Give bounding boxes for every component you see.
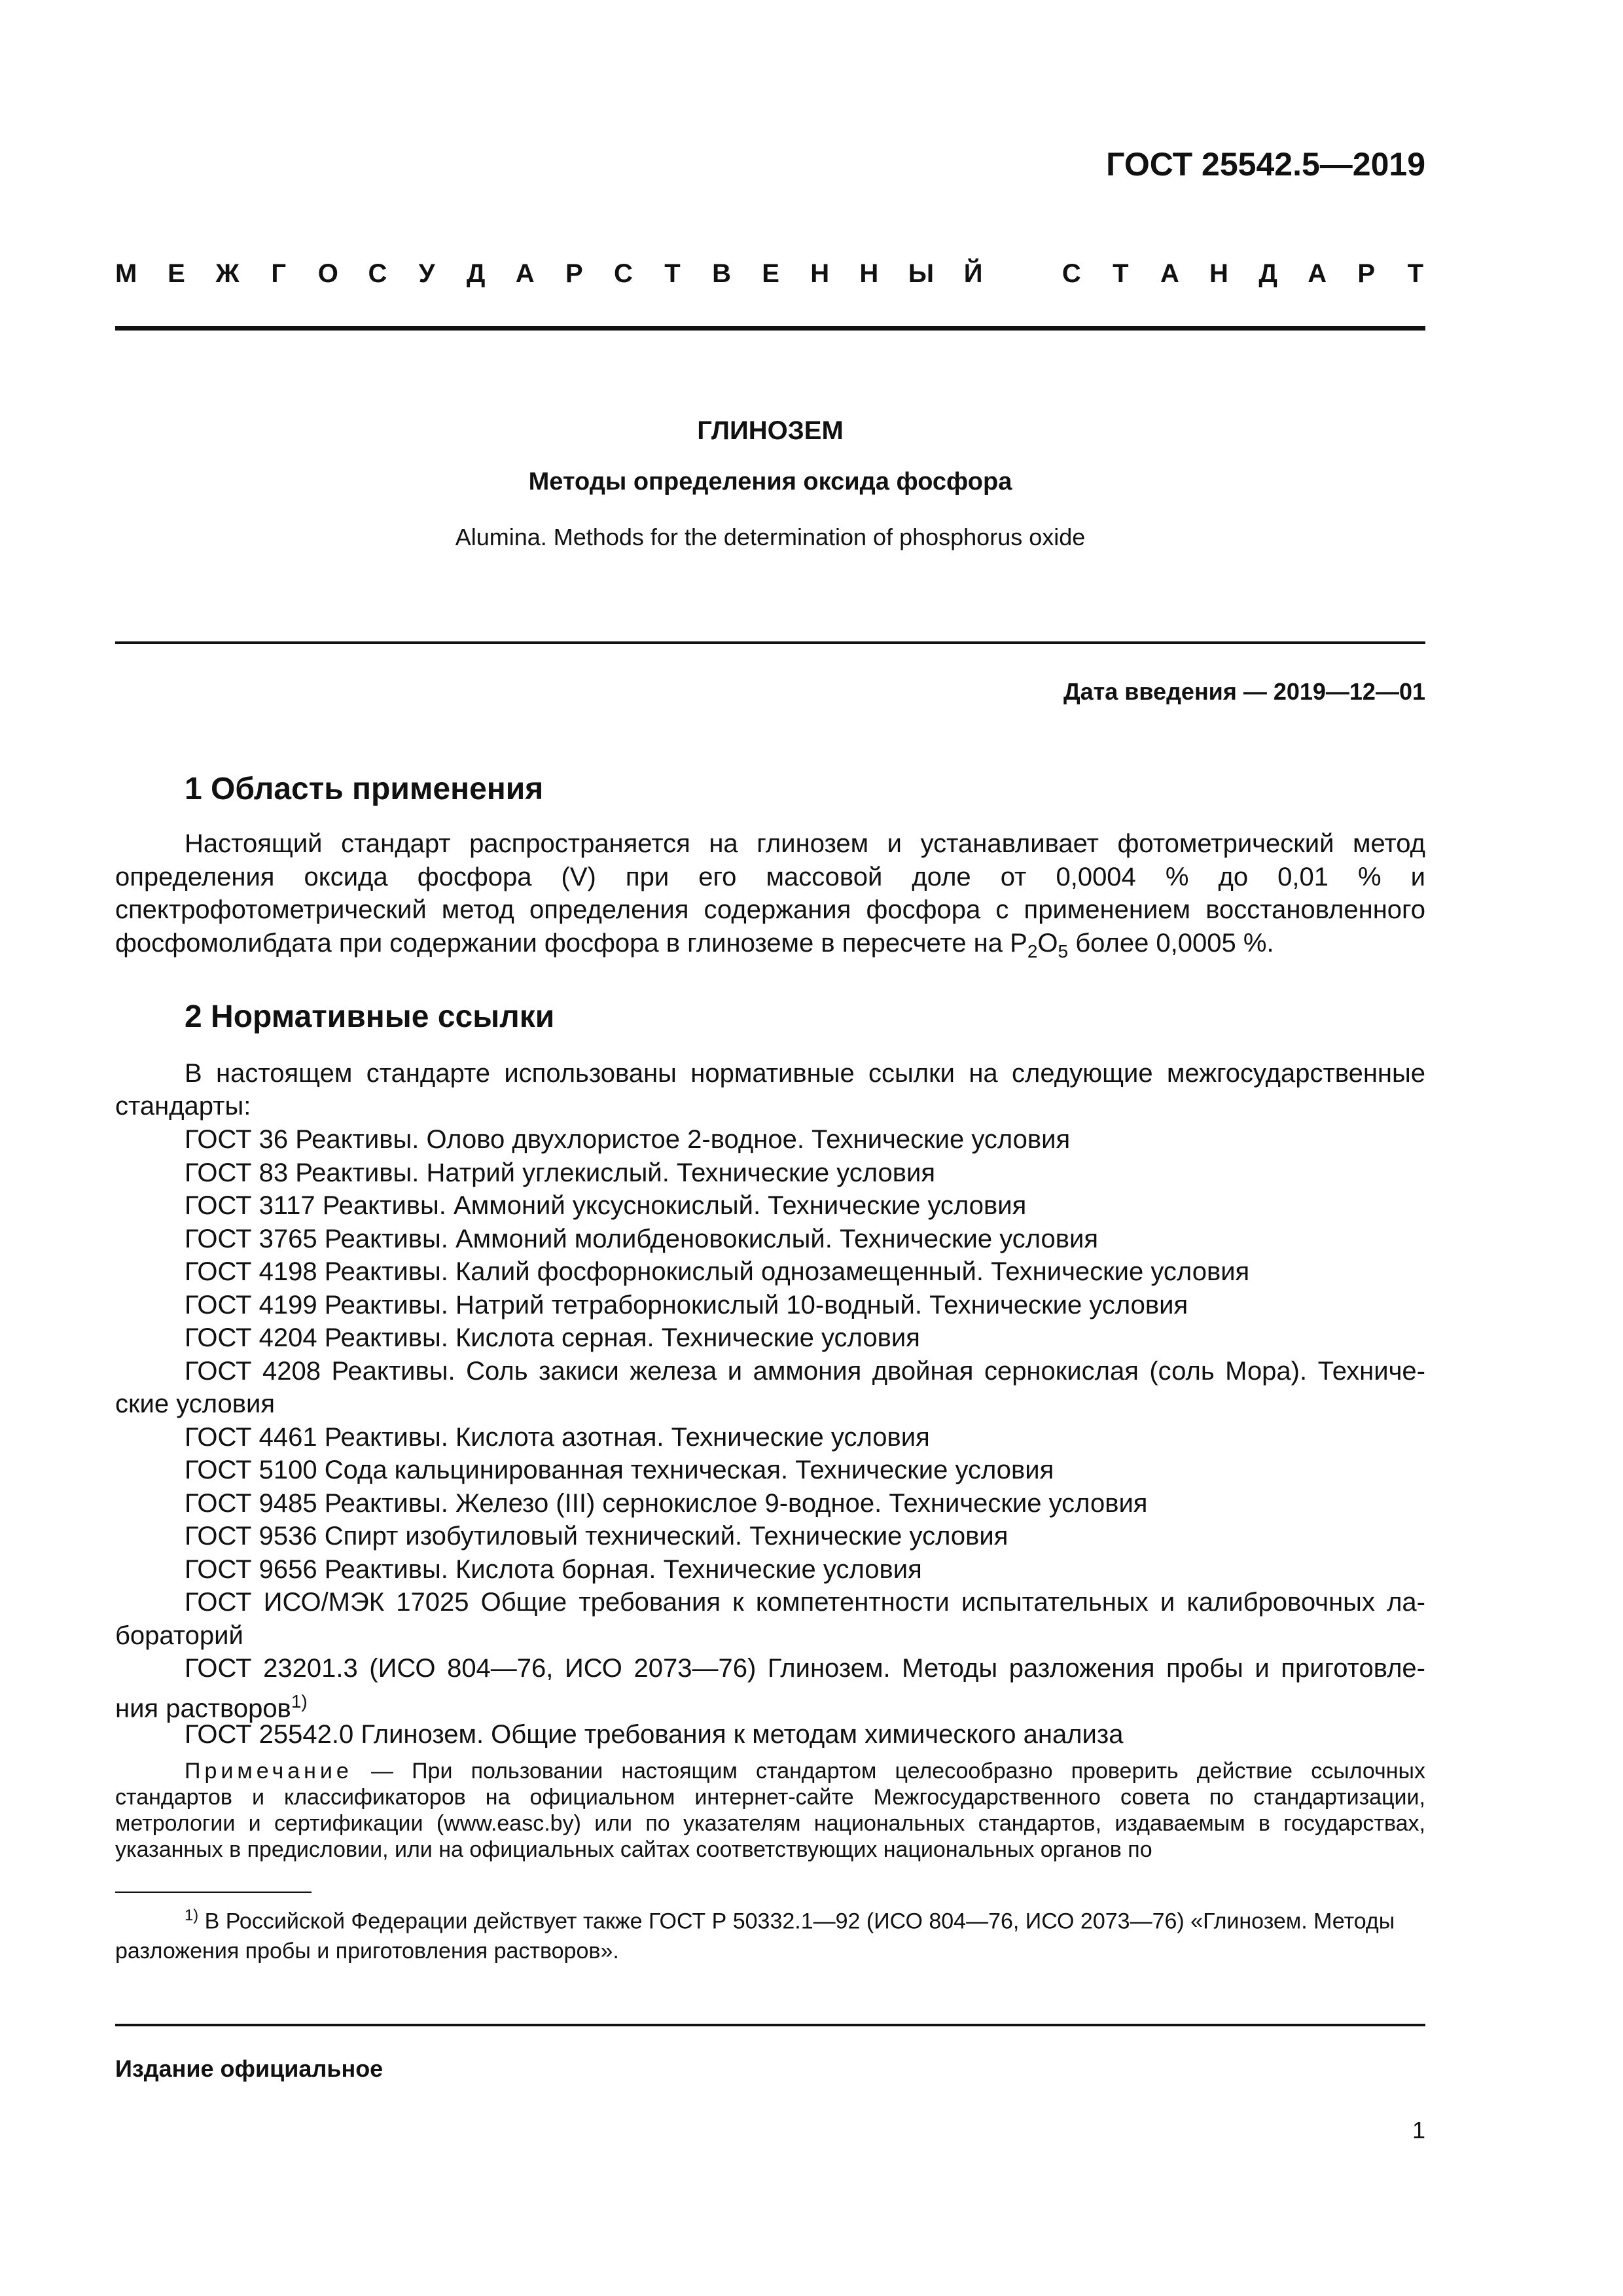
standard-type-letter: Ж	[215, 259, 240, 288]
standard-type-letter: С	[368, 259, 387, 288]
sub-2: 2	[1027, 941, 1038, 961]
doc-number: ГОСТ 25542.5—2019	[1106, 146, 1425, 183]
footnote-separator	[115, 1892, 312, 1893]
reference-line: ГОСТ 4208 Реактивы. Соль закиси железа и аммония двойная сернокислая (соль Мора). Техниче-	[185, 1356, 1425, 1386]
reference-line: ГОСТ 9656 Реактивы. Кислота борная. Технические условия	[185, 1554, 922, 1584]
standard-type-letter: Ы	[908, 259, 935, 288]
standard-type-letter: Н	[859, 259, 879, 288]
standard-type-letter: У	[418, 259, 435, 288]
standard-type-letter: Д	[466, 259, 486, 288]
standard-type-letter: Й	[963, 259, 983, 288]
reference-line: ские условия	[115, 1390, 276, 1418]
reference-line: ГОСТ 5100 Сода кальцинированная техническая. Технические условия	[185, 1456, 1054, 1484]
standard-type-letter: Н	[1209, 259, 1228, 288]
standard-type-letter: М	[115, 259, 137, 288]
footnote	[115, 1901, 1425, 1966]
footnote-text: В Российской Федерации действует также ГОСТ Р 50332.1—92 (ИСО 804—76, ИСО 2073—76) «Глинозем. Методы разложения пробы и приготовления растворов».	[115, 1909, 1395, 1964]
reference-line: ГОСТ 4198 Реактивы. Калий фосфорнокислый однозамещенный. Технические условия	[185, 1257, 1250, 1286]
standard-type-letter: Г	[271, 259, 287, 288]
section-1-heading: 1 Область применения	[185, 772, 544, 806]
standard-type-letter: В	[712, 259, 731, 288]
section-2-intro-line-1: В настоящем стандарте использованы нормативные ссылки на следующие межгосударственные	[185, 1059, 1425, 1088]
standard-type-letter: О	[317, 259, 338, 288]
standard-type-letter: Т	[1113, 259, 1129, 288]
reference-line: бораторий	[115, 1621, 243, 1650]
header-rule	[115, 326, 1425, 331]
note	[115, 1758, 1425, 1863]
standard-type	[115, 259, 1425, 289]
reference-line: ГОСТ 4199 Реактивы. Натрий тетраборнокислый 10-водный. Технические условия	[185, 1290, 1188, 1319]
standard-type-letter: С	[1061, 259, 1081, 288]
reference-line: ГОСТ 4204 Реактивы. Кислота серная. Технические условия	[185, 1323, 920, 1352]
title-sub: Методы определения оксида фосфора	[528, 468, 1012, 495]
standard-type-letter: Р	[1357, 259, 1376, 288]
standard-type-letter: А	[1160, 259, 1179, 288]
title-rule	[115, 641, 1425, 644]
page-number: 1	[1412, 2117, 1425, 2144]
section-2-heading: 2 Нормативные ссылки	[185, 999, 555, 1034]
standard-type-letter: С	[613, 259, 633, 288]
section-1-text-end: более 0,0005 %.	[1068, 928, 1274, 958]
reference-line: ГОСТ 23201.3 (ИСО 804—76, ИСО 2073—76) Глинозем. Методы разложения пробы и приготовле-	[185, 1654, 1425, 1683]
footnote-ref: 1)	[291, 1691, 308, 1712]
formula-o: O	[1037, 928, 1058, 958]
reference-line: ГОСТ ИСО/МЭК 17025 Общие требования к компетентности испытательных и калибровочных ла-	[185, 1588, 1425, 1617]
footnote-mark: 1)	[185, 1907, 199, 1924]
standard-type-letter: Н	[810, 259, 830, 288]
title-english: Alumina. Methods for the determination of phosphorus oxide	[455, 524, 1086, 550]
standard-type-letter: Т	[664, 259, 681, 288]
edition-label: Издание официальное	[115, 2055, 383, 2082]
footer-rule	[115, 2024, 1425, 2026]
section-2-intro-line-2: стандарты:	[115, 1092, 251, 1121]
section-1-paragraph	[115, 827, 1425, 968]
title-main: ГЛИНОЗЕМ	[697, 416, 844, 445]
standard-type-letter: Е	[168, 259, 185, 288]
standard-type-letter	[1012, 259, 1032, 289]
section-1-text: Настоящий стандарт распространяется на глинозем и устанавливает фотометрический метод определения оксида фосфора (V) при его массовой доле от 0,0004 % до 0,01 % и спектрофотометрический метод определения содержания фосфора с применением восстановленного фосфомолибдата при содержании фосфора в глиноземе в пересчете на P	[115, 829, 1425, 958]
standard-type-letter: Д	[1258, 259, 1277, 288]
standard-type-letter: А	[1308, 259, 1327, 288]
reference-line: ГОСТ 9485 Реактивы. Железо (III) сернокислое 9-водное. Технические условия	[185, 1488, 1148, 1518]
reference-line: ГОСТ 25542.0 Глинозем. Общие требования к методам химического анализа	[185, 1720, 1124, 1749]
reference-line: ГОСТ 9536 Спирт изобутиловый технический. Технические условия	[185, 1522, 1008, 1551]
reference-line: ГОСТ 83 Реактивы. Натрий углекислый. Технические условия	[185, 1158, 936, 1187]
standard-type-letter: Е	[762, 259, 779, 288]
reference-line: ГОСТ 4461 Реактивы. Кислота азотная. Технические условия	[185, 1422, 930, 1452]
reference-line: ния растворов$^{1)}$	[115, 1691, 308, 1723]
standard-type-letter: А	[515, 259, 535, 288]
reference-line: ГОСТ 36 Реактивы. Олово двухлористое 2-водное. Технические условия	[185, 1125, 1071, 1154]
note-label: Примечание	[185, 1759, 353, 1784]
sub-5: 5	[1058, 941, 1069, 961]
reference-line: ГОСТ 3765 Реактивы. Аммоний молибденовокислый. Технические условия	[185, 1224, 1099, 1253]
standard-type-letter: Т	[1407, 259, 1424, 288]
intro-date: Дата введения — 2019—12—01	[1063, 678, 1425, 705]
note-text: — При пользовании настоящим стандартом целесообразно проверить действие ссылочных стандартов и классификаторов на официальном интернет-сайте Межгосударственного совета по стандартизации, метрологии и сертификации (www.easc.by) или по указателям национальных стандартов, издаваемым в государствах, указанных в предисловии, или на официальных сайтах соответствующих национальных органов по	[115, 1759, 1425, 1862]
standard-type-letter: Р	[565, 259, 583, 288]
reference-line: ГОСТ 3117 Реактивы. Аммоний уксуснокислый. Технические условия	[185, 1191, 1027, 1220]
